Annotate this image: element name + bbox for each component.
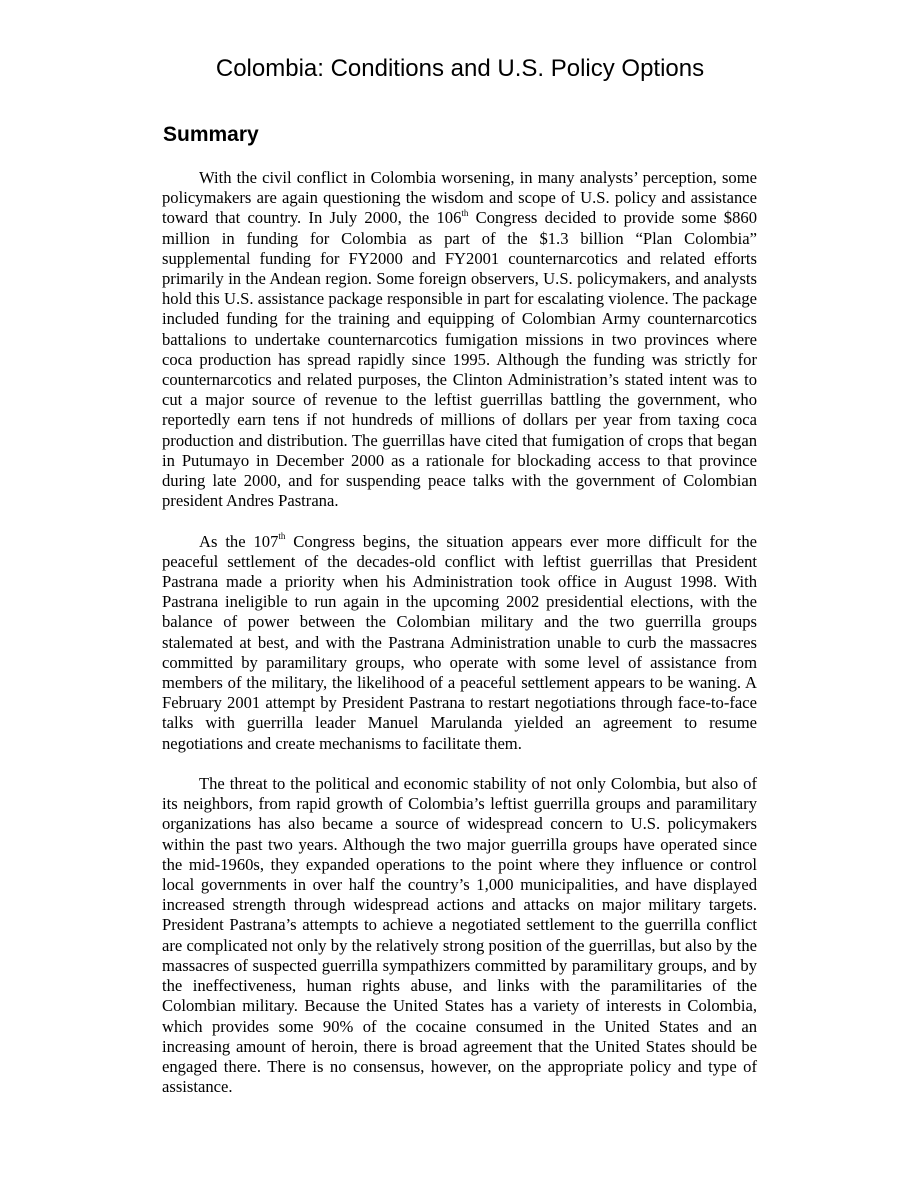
paragraph-text: Congress decided to provide some $860 million in funding for Colombia as part of the $1.3 billion “Plan Colombia” supplemental funding for FY2000 and FY2001 counternarcotics and related efforts primarily in the Andean region. Some foreign observers, U.S. policymakers, and analysts hold this U.S. assistance package responsible in part for escalating violence. The package included funding for the training and equipping of Colombian Army counternarcotics battalions to undertake counternarcotics fumigation missions in two provinces where coca production has spread rapidly since 1995. Although the funding was strictly for counternarcotics and related purposes, the Clinton Administration’s stated intent was to cut a major source of revenue to the leftist guerrillas battling the government, who reportedly earn tens if not hundreds of millions of dollars per year from taxing coca production and distribution. The guerrillas have cited that fumigation of crops that began in Putumayo in December 2000 as a rationale for blockading access to that province during late 2000, and for suspending peace talks with the government of Colombian president Andres Pastrana. [162, 208, 757, 511]
paragraph-text: Congress begins, the situation appears ever more difficult for the peaceful settlement of the decades-old conflict with leftist guerrillas that President Pastrana made a priority when his Administration took office in August 1998. With Pastrana ineligible to run again in the upcoming 2002 presidential elections, with the balance of power between the Colombian military and the two guerrilla groups stalemated at best, and with the Pastrana Administration unable to curb the massacres committed by paramilitary groups, who operate with some level of assistance from members of the military, the likelihood of a peaceful settlement appears to be waning. A February 2001 attempt by President Pastrana to restart negotiations through face-to-face talks with guerrilla leader Manuel Marulanda yielded an agreement to resume negotiations and create mechanisms to facilitate them. [162, 531, 757, 753]
summary-paragraph-1 [162, 168, 757, 511]
paragraph-text: The threat to the political and economic stability of not only Colombia, but also of its neighbors, from rapid growth of Colombia’s leftist guerrilla groups and paramilitary organizations has also became a source of widespread concern to U.S. policymakers within the past two years. Although the two major guerrilla groups have operated since the mid-1960s, they expanded operations to the point where they influence or control local governments in over half the country’s 1,000 municipalities, and have displayed increased strength through widespread actions and attacks on major military targets. President Pastrana’s attempts to achieve a negotiated settlement to the guerrilla conflict are complicated not only by the relatively strong position of the guerrillas, but also by the massacres of suspected guerrilla sympathizers committed by paramilitary groups, and by the ineffectiveness, human rights abuse, and links with the paramilitaries of the Colombian military. Because the United States has a variety of interests in Colombia, which provides some 90% of the cocaine consumed in the United States and an increasing amount of heroin, there is broad agreement that the United States should be engaged there. There is no consensus, however, on the appropriate policy and type of assistance. [162, 774, 757, 1097]
summary-paragraph-2 [162, 532, 757, 754]
paragraph-text: As the 107 [199, 531, 279, 551]
ordinal-suffix: th [461, 207, 469, 218]
ordinal-suffix: th [278, 531, 286, 542]
summary-body [162, 168, 757, 1097]
paragraph-text: With the civil conflict in Colombia worsening, in many analysts’ perception, some policymakers are again questioning the wisdom and scope of U.S. policy and assistance toward that country. In July 2000, the 106 [162, 168, 757, 228]
summary-paragraph-3 [162, 774, 757, 1097]
document-title: Colombia: Conditions and U.S. Policy Options [215, 55, 705, 82]
section-heading-summary: Summary [163, 123, 259, 146]
